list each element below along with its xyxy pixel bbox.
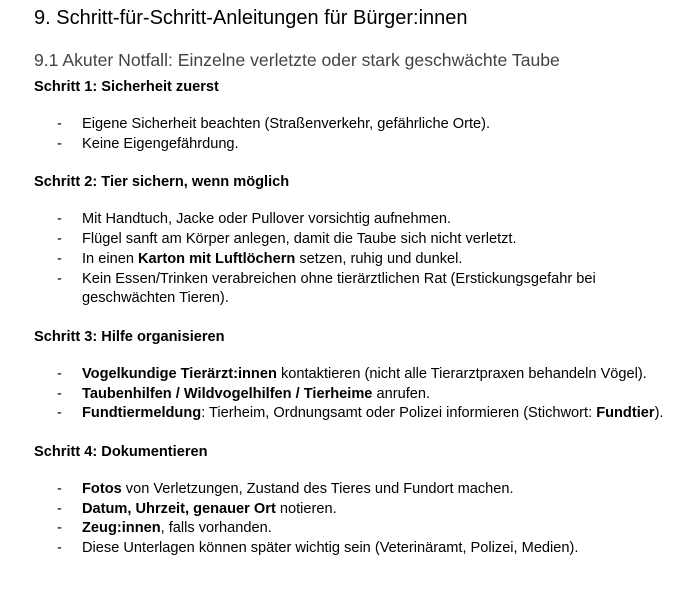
bullet-dash: - xyxy=(57,481,62,498)
item-text: ). xyxy=(654,405,664,422)
bullet-dash: - xyxy=(57,250,62,267)
list-item xyxy=(34,270,664,309)
bullet-dash: - xyxy=(57,211,62,228)
bullet-dash: - xyxy=(57,116,62,132)
bullet-dash: - xyxy=(57,500,62,517)
step-title: Schritt 1: Sicherheit zuerst xyxy=(34,79,219,95)
item-text: anrufen. xyxy=(372,385,431,402)
item-text: Keine Eigengefährdung. xyxy=(82,135,239,152)
step-title: Schritt 3: Hilfe organisieren xyxy=(34,328,225,345)
bullet-dash: - xyxy=(57,385,62,402)
bullet-dash: - xyxy=(57,231,62,248)
bullet-dash: - xyxy=(57,270,62,287)
bold-text: Fundtier xyxy=(596,405,655,422)
item-text: setzen, ruhig und dunkel. xyxy=(295,250,463,267)
item-text: : Tierheim, Ordnungsamt oder Polizei informieren (Stichwort: xyxy=(201,405,597,422)
step-section xyxy=(34,442,664,559)
list-item xyxy=(34,480,664,500)
list-item xyxy=(34,115,664,135)
step-section xyxy=(34,172,664,309)
step-section xyxy=(34,77,664,154)
bold-text: Taubenhilfen / Wildvogelhilfen / Tierheime xyxy=(82,385,373,402)
bold-text: Fundtiermeldung xyxy=(82,405,202,422)
item-text: In einen xyxy=(82,250,138,267)
list-item xyxy=(34,365,664,385)
step-title: Schritt 2: Tier sichern, wenn möglich xyxy=(34,174,290,191)
item-text: Mit Handtuch, Jacke oder Pullover vorsichtig aufnehmen. xyxy=(82,211,452,228)
list-item xyxy=(34,539,664,559)
bullet-dash: - xyxy=(57,135,62,152)
subsection-heading: 9.1 Akuter Notfall: Einzelne verletzte oder stark geschwächte Taube xyxy=(34,50,560,70)
step-list xyxy=(34,480,664,559)
section-heading: 9. Schritt-für-Schritt-Anleitungen für Bürger:innen xyxy=(34,7,468,29)
step-list xyxy=(34,365,664,424)
list-item xyxy=(34,519,664,539)
document-body xyxy=(34,0,664,559)
bold-text: Fotos xyxy=(82,481,122,498)
list-item xyxy=(34,230,664,250)
list-item xyxy=(34,210,664,230)
bullet-dash: - xyxy=(57,540,62,557)
list-item xyxy=(34,404,664,424)
list-item xyxy=(34,500,664,520)
bold-text: Karton mit Luftlöchern xyxy=(138,250,296,267)
bold-text: Datum, Uhrzeit, genauer Ort xyxy=(82,500,276,517)
list-item xyxy=(34,385,664,405)
item-text: kontaktieren (nicht alle Tierarztpraxen behandeln Vögel). xyxy=(276,365,647,382)
item-text: Flügel sanft am Körper anlegen, damit die Taube sich nicht verletzt. xyxy=(82,231,517,248)
step-title: Schritt 4: Dokumentieren xyxy=(34,444,208,461)
bold-text: Vogelkundige Tierärzt:innen xyxy=(82,365,277,382)
bullet-dash: - xyxy=(57,365,62,382)
item-text: Kein Essen/Trinken verabreichen ohne tierärztlichen Rat (Erstickungsgefahr bei geschwächten Tieren). xyxy=(82,270,596,307)
item-text: von Verletzungen, Zustand des Tieres und Fundort machen. xyxy=(121,481,514,498)
item-text: Eigene Sicherheit beachten (Straßenverkehr, gefährliche Orte). xyxy=(82,116,491,132)
list-item xyxy=(34,135,664,155)
step-list xyxy=(34,210,664,309)
bold-text: Zeug:innen xyxy=(82,520,161,537)
list-item xyxy=(34,250,664,270)
bullet-dash: - xyxy=(57,520,62,537)
bullet-dash: - xyxy=(57,405,62,422)
item-text: , falls vorhanden. xyxy=(160,520,272,537)
step-list xyxy=(34,115,664,154)
item-text: notieren. xyxy=(275,500,337,517)
steps-container xyxy=(34,77,664,559)
step-section xyxy=(34,327,664,424)
item-text: Diese Unterlagen können später wichtig sein (Veterinäramt, Polizei, Medien). xyxy=(82,540,579,557)
